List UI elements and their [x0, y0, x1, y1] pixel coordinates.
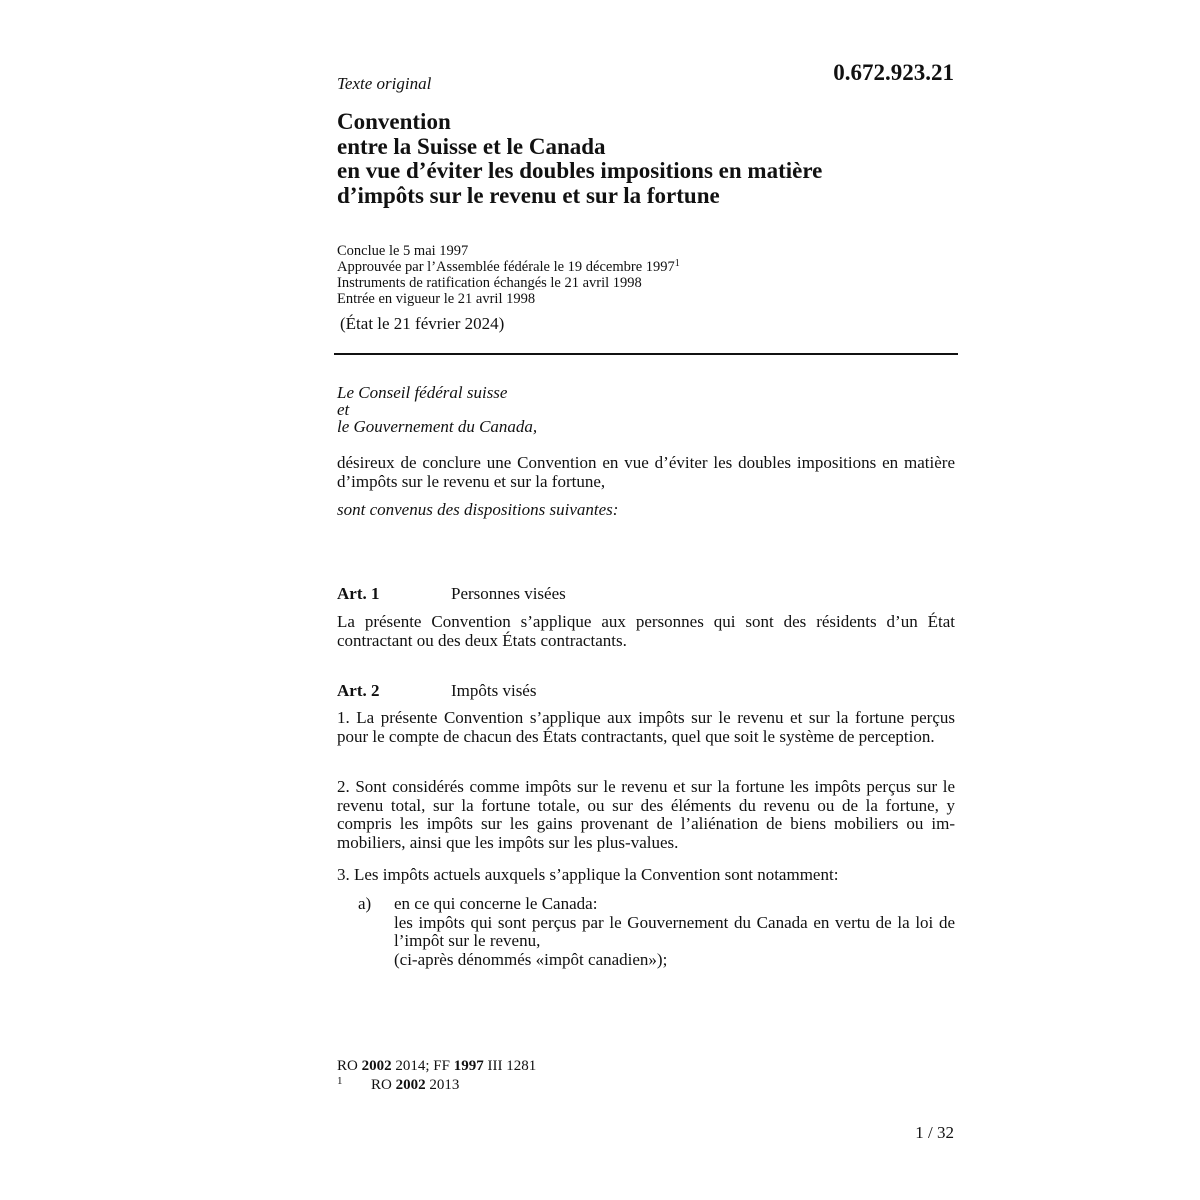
article-2-paragraph-2: 2. Sont considérés comme impôts sur le revenu et sur la fortune les impôts perçus sur le revenu total, sur la fortune totale, ou sur des éléments du revenu ou de la fortune, y compris les impôts sur les gains provenant de l’aliénation de biens mobiliers ou immobiliers, ainsi que les impôts sur les plus-values. — [337, 777, 955, 852]
party-line: et — [337, 400, 350, 419]
page-number: 1 / 32 — [915, 1123, 954, 1142]
list-item-label: a) — [358, 894, 372, 913]
list-item-line: (ci-après dénommés «impôt canadien»); — [394, 949, 668, 969]
footnote-reference[interactable]: 1 — [674, 258, 680, 269]
source-ro-page: 2014; FF — [391, 1058, 454, 1074]
party-line: Le Conseil fédéral suisse — [337, 383, 508, 402]
list-item-line: les impôts qui sont perçus par le Gouvernement du Canada en vertu de la loi de l’impôt sur le revenu, — [394, 912, 955, 950]
original-text-label: Texte original — [337, 74, 432, 93]
state-date: (État le 21 février 2024) — [340, 314, 505, 333]
source-ro-year: 2002 — [361, 1058, 392, 1074]
ratification-date: Instruments de ratification échangés le 21 avril 1998 — [337, 275, 642, 291]
source-ro-prefix: RO — [337, 1058, 362, 1074]
sr-number: 0.672.923.21 — [833, 60, 954, 85]
footnote-ro-page: 2013 — [425, 1077, 460, 1093]
footnotes — [337, 1057, 536, 1095]
title-line: d’impôts sur le revenu et sur la fortune — [337, 182, 720, 208]
agreement-clause: sont convenus des dispositions suivantes: — [337, 500, 619, 519]
article-2-paragraph-3: 3. Les impôts actuels auxquels s’applique la Convention sont notamment: — [337, 865, 839, 884]
contracting-parties — [337, 384, 955, 435]
article-1-heading — [337, 584, 566, 604]
article-title: Personnes visées — [451, 584, 566, 603]
footnote-1: 1 RO 2002 2013 — [337, 1075, 460, 1093]
title-line: Convention — [337, 109, 451, 134]
list-item-body — [394, 895, 955, 969]
source-ff-rest: III 1281 — [483, 1058, 537, 1074]
approval-line — [337, 259, 955, 275]
title-line: en vue d’éviter les doubles impositions en matière — [337, 158, 823, 183]
source-note — [337, 1057, 536, 1076]
article-1-paragraph: La présente Convention s’applique aux personnes qui sont des résidents d’un État contractant ou des deux États contractants. — [337, 612, 955, 650]
approved-date: Approuvée par l’Assemblée fédérale le 19 décembre 1997 — [337, 259, 675, 275]
article-2-paragraph-1: 1. La présente Convention s’applique aux impôts sur le revenu et sur la fortune perçus pour le compte de chacun des États contractants, quel que soit le système de perception. — [337, 708, 955, 746]
article-2-heading — [337, 681, 536, 701]
header-divider — [334, 353, 958, 355]
article-number: Art. 1 — [337, 584, 380, 603]
title-line: entre la Suisse et le Canada — [337, 133, 606, 159]
article-number: Art. 2 — [337, 681, 380, 700]
concluded-date: Conclue le 5 mai 1997 — [337, 243, 469, 259]
list-item-line: en ce qui concerne le Canada: — [394, 894, 598, 913]
source-ff-year: 1997 — [453, 1058, 484, 1074]
article-title: Impôts visés — [451, 681, 537, 700]
document-metadata — [337, 243, 955, 307]
entry-into-force-date: Entrée en vigueur le 21 avril 1998 — [337, 291, 536, 307]
document-title — [337, 110, 955, 208]
party-line: le Gouvernement du Canada, — [337, 417, 538, 436]
footnote-ro-prefix: RO — [371, 1077, 396, 1093]
footnote-ro-year: 2002 — [395, 1077, 426, 1093]
preamble-text: désireux de conclure une Convention en vue d’éviter les doubles impositions en matière d’impôts sur le revenu et sur la fortune, — [337, 453, 955, 491]
